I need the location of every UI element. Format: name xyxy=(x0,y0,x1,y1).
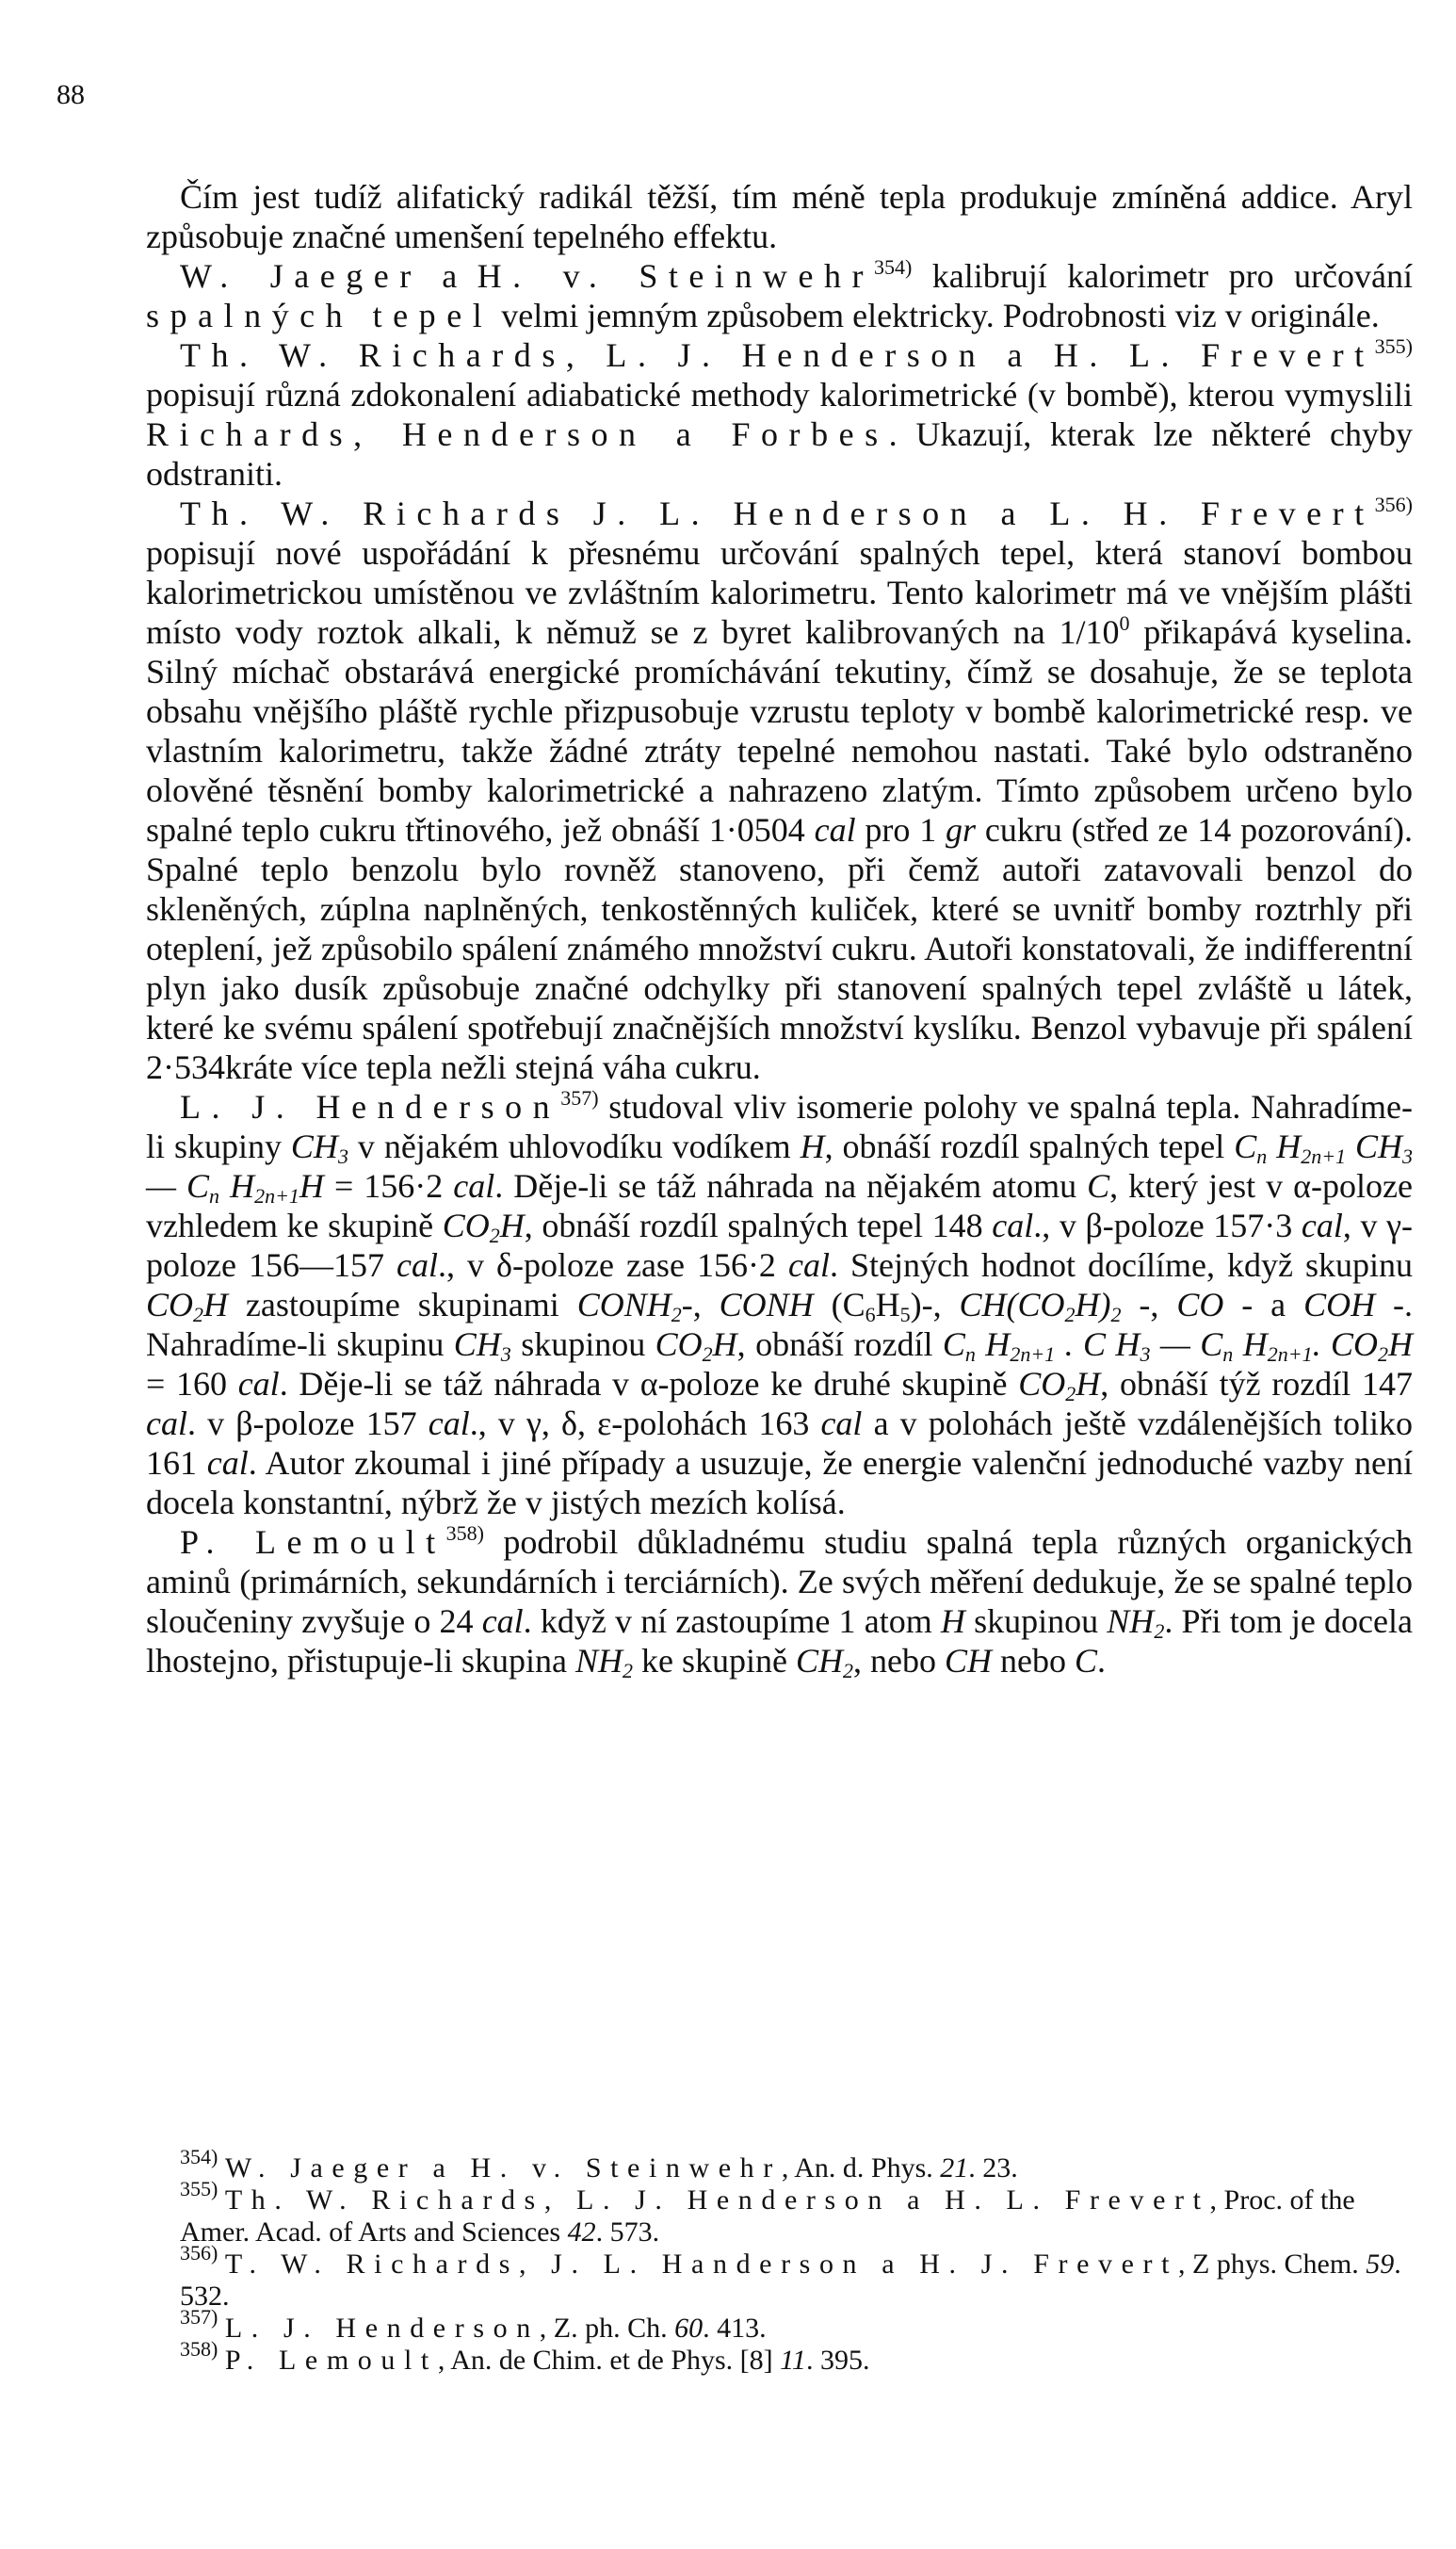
formula: $C_n$ $H_{2n+1}$ $CH_3$ — $C_n$ $H_{2n+1}H$ xyxy=(146,1128,1414,1208)
formula: $C_n$ $H_{2n+1}$ . C $H_3$ — $C_n$ $H_{2n+1}$. $CO_2H$ xyxy=(942,1325,1414,1366)
footnote-ref: 354) xyxy=(873,255,913,279)
author-name: Th. W. Richards J. L. Henderson a L. H. Frevert xyxy=(180,495,1375,532)
emphasis: spalných tepel xyxy=(146,297,493,334)
author-name: P. Lemoult xyxy=(180,1523,446,1561)
author-name: Richards, Henderson a Forbes xyxy=(146,415,889,453)
footnote: $^{357)}$ L. J. Henderson, Z. ph. Ch. 60. 413. xyxy=(180,2305,767,2344)
author-name: L. J. Henderson xyxy=(180,1088,561,1126)
footnote-ref: 358) xyxy=(445,1521,484,1545)
footnote-ref: 356) xyxy=(1374,493,1413,516)
paragraph-jaeger: W. Jaeger a H. v. Steinwehr$^{354)}$ kalibrují kalorimetr pro určování spalných tepel velmi jemným způsobem elektricky. Podrobnosti viz v originále. xyxy=(146,255,1413,334)
author-name: H. v. Steinwehr xyxy=(477,257,874,295)
footnote: $^{355)}$ Th. W. Richards, L. J. Henderson a H. L. Frevert, Proc. of the Amer. Acad. of Arts and Sciences 42. 573. xyxy=(180,2177,1355,2248)
body-text xyxy=(146,177,1413,1680)
footnotes xyxy=(146,2145,1413,2377)
paragraph-lemoult: P. Lemoult$^{358)}$ podrobil důkladnému studiu spalná tepla různých organických aminů (primárních, sekundárních i terciárních). Ze svých měření dedukuje, že se spalné teplo sloučeniny zvyšuje o 24 cal. když v ní zastoupíme 1 atom H skupinou $NH_2$. Při tom je docela lhostejno, přistupuje-li skupina $NH_2$ ke skupině $CH_2$, nebo CH nebo C. xyxy=(146,1521,1413,1682)
degree-mark: 0 xyxy=(1119,611,1130,635)
footnote: $^{358)}$ P. Lemoult, An. de Chim. et de Phys. [8] 11. 395. xyxy=(180,2337,870,2376)
footnote-ref: 355) xyxy=(1374,334,1413,358)
paragraph-richards-2: Th. W. Richards J. L. Henderson a L. H. Frevert$^{356)}$ popisují nové uspořádání k přesnému určování spalných tepel, která stanoví bombou kalorimetrickou umístěnou ve zvláštním kalorimetru. Tento kalorimetr má ve vnějším plášti místo vody roztok alkali, k němuž se z byret kalibrovaných na $1/10^0$ přikapává kyselina. Silný míchač obstarává energické promíchávání tekutiny, čímž se dosahuje, že se teplota obsahu vnějšího pláště rychle přizpusobuje vzrustu teploty v bombě kalorimetrické resp. ve vlastním kalorimetru, takže žádné ztráty tepelné nemohou nastati. Také bylo odstraněno olověné těsnění bomby kalorimetrické a nahrazeno zlatým. Tímto způsobem určeno bylo spalné teplo cukru třtinového, jež obnáší 1·0504 cal pro 1 gr cukru (střed ze 14 pozorování). Spalné teplo benzolu bylo rovněž stanoveno, při čemž autoři zatavovali benzol do skleněných, zúplna naplněných, tenkostěnných kuliček, které se uvnitř bomby roztrhly při oteplení, jež způsobilo spálení známého množství cukru. Autoři konstatovali, že indifferentní plyn jako dusík způsobuje značné odchylky při stanovení spalných tepel zvláště u látek, které ke svému spálení spotřebují značnějších množství kyslíku. Benzol vybavuje při spálení 2·534kráte více tepla nežli stejná váha cukru. xyxy=(146,493,1414,1086)
footnote: $^{354)}$ W. Jaeger a H. v. Steinwehr, An. d. Phys. 21. 23. xyxy=(180,2145,1018,2184)
paragraph-aryl: Čím jest tudíž alifatický radikál těžší, tím méně tepla produkuje zmíněná addice. Aryl způsobuje značné umenšení tepelného effektu. xyxy=(146,178,1413,255)
fraction: 1/10 xyxy=(1059,613,1120,651)
author-name: W. Jaeger xyxy=(180,257,422,295)
paragraph-richards-1: Th. W. Richards, L. J. Henderson a H. L. Frevert$^{355)}$ popisují různá zdokonalení adiabatické methody kalorimetrické (v bombě), kterou vymyslili Richards, Henderson a Forbes. Ukazují, kterak lze některé chyby odstraniti. xyxy=(146,334,1413,493)
page-number: 88 xyxy=(57,79,85,110)
footnote: $^{356)}$ T. W. Richards, J. L. Handerson a H. J. Frevert, Z phys. Chem. 59. 532. xyxy=(180,2241,1401,2312)
paragraph-henderson: L. J. Henderson$^{357)}$ studoval vliv isomerie polohy ve spalná tepla. Nahradíme-li skupiny $CH_3$ v nějakém uhlovodíku vodíkem H, obnáší rozdíl spalných tepel $C_n$ $H_{2n+1}$ $CH_3$ — $C_n$ $H_{2n+1}H = 156\cdot 2$ cal. Děje-li se táž náhrada na nějakém atomu C, který jest v α-poloze vzhledem ke skupině $CO_2H$, obnáší rozdíl spalných tepel 148 cal., v β-poloze 157·3 cal, v γ-poloze 156—157 cal., v δ-poloze zase 156·2 cal. Stejných hodnot docílíme, když skupinu $CO_2H$ zastoupíme skupinami $CONH_2-$, CONH $(C_6H_5)-$, $CH(CO_2H)_2$ -, CO - a COH -. Nahradíme-li skupinu $CH_3$ skupinou $CO_2H$, obnáší rozdíl $C_n$ $H_{2n+1}$ . C $H_3$ — $C_n$ $H_{2n+1}$. $CO_2H = 160$ cal. Děje-li se táž náhrada v α-poloze ke druhé skupině $CO_2H$, obnáší týž rozdíl 147 cal. v β-poloze 157 cal., v γ, δ, ε-polohách 163 cal a v polohách ještě vzdálenějších toliko 161 cal. Autor zkoumal i jiné případy a usuzuje, že energie valenční jednoduché vazby není docela konstantní, nýbrž že v jistých mezích kolísá. xyxy=(146,1086,1414,1521)
footnote-ref: 357) xyxy=(560,1086,599,1110)
author-name: Th. W. Richards, L. J. Henderson a H. L. Frevert xyxy=(180,336,1375,374)
